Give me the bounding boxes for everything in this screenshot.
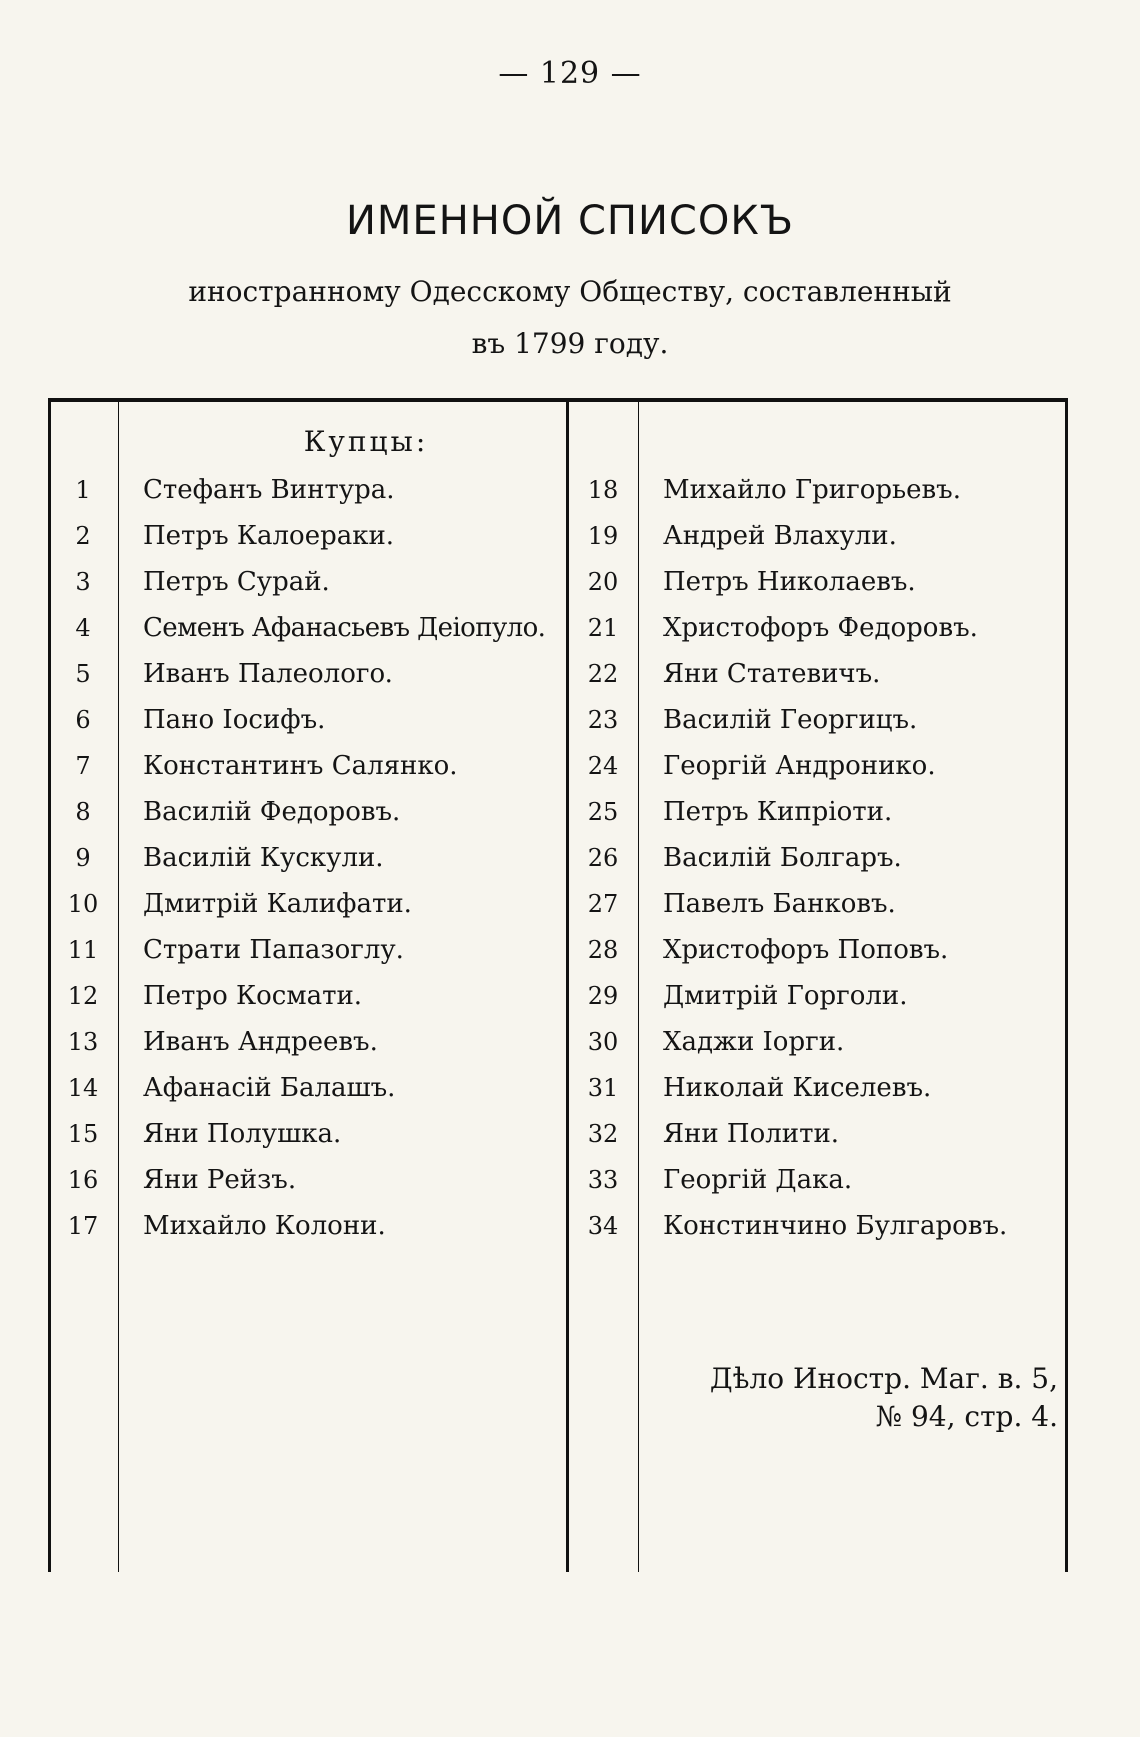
entry-number: 3: [75, 568, 91, 596]
entry-number: 5: [75, 660, 91, 688]
entry-name: Андрей Влахули.: [663, 521, 897, 551]
entry-number: 32: [587, 1120, 619, 1148]
entry-name: Яни Рейзъ.: [143, 1165, 297, 1195]
entry-number: 30: [587, 1028, 619, 1056]
entry-name: Иванъ Палеологo.: [143, 659, 393, 689]
entry-name: Яни Полушка.: [143, 1119, 342, 1149]
entry-number: 25: [587, 798, 619, 826]
entry-number: 20: [587, 568, 619, 596]
entry-number: 18: [587, 476, 619, 504]
entry-name: Яни Статевичъ.: [663, 659, 881, 689]
source-reference: [710, 1360, 1058, 1436]
entry-name: Петръ Сурай.: [143, 567, 330, 597]
entry-number: 34: [587, 1212, 619, 1240]
entry-name: Василiй Болгаръ.: [663, 843, 902, 873]
entry-name: Хаджи Iорги.: [663, 1027, 845, 1057]
entry-name: Василiй Федоровъ.: [143, 797, 401, 827]
entry-number: 33: [587, 1166, 619, 1194]
entry-name: Петръ Калоераки.: [143, 521, 395, 551]
entry-number: 9: [75, 844, 91, 872]
table-border-right: [1065, 402, 1068, 1572]
entry-name: Страти Папазоглу.: [143, 935, 404, 965]
entry-name: Семенъ Афанасьевъ Деiопуло.: [143, 613, 546, 643]
entry-number: 14: [67, 1074, 99, 1102]
document-subtitle: иностранному Одесскому Обществу, составленный: [188, 275, 952, 308]
entry-number: 26: [587, 844, 619, 872]
entry-name: Павелъ Банковъ.: [663, 889, 896, 919]
entry-name: Констинчино Булгаровъ.: [663, 1211, 1008, 1241]
entry-number: 21: [587, 614, 619, 642]
entry-number: 28: [587, 936, 619, 964]
entry-name: Христофоръ Поповъ.: [663, 935, 949, 965]
entry-number: 1: [75, 476, 91, 504]
entry-name: Иванъ Андреевъ.: [143, 1027, 378, 1057]
entry-number: 16: [67, 1166, 99, 1194]
entry-number: 4: [75, 614, 91, 642]
entry-number: 8: [75, 798, 91, 826]
entry-name: Михайло Колони.: [143, 1211, 386, 1241]
entry-name: Петръ Николаевъ.: [663, 567, 916, 597]
table-column-divider: [638, 402, 639, 1572]
entry-name: Дмитрiй Горголи.: [663, 981, 908, 1011]
entry-name: Николай Киселевъ.: [663, 1073, 932, 1103]
entry-number: 19: [587, 522, 619, 550]
entry-number: 29: [587, 982, 619, 1010]
entry-number: 31: [587, 1074, 619, 1102]
document-title: ИМЕННОЙ СПИСОКЪ: [345, 198, 795, 244]
entry-name: Василiй Кускули.: [143, 843, 384, 873]
entry-name: Василiй Георгицъ.: [663, 705, 918, 735]
source-line: Дѣло Иностр. Маг. в. 5,: [709, 1362, 1058, 1395]
entry-name: Афанасiй Балашъ.: [143, 1073, 396, 1103]
entry-name: Георгiй Андронико.: [663, 751, 936, 781]
entry-number: 24: [587, 752, 619, 780]
entry-name: Михайло Григорьевъ.: [663, 475, 961, 505]
entry-name: Петръ Кипрiоти.: [663, 797, 893, 827]
table-column-divider: [118, 402, 119, 1572]
entry-number: 13: [67, 1028, 99, 1056]
source-line: № 94, стр. 4.: [875, 1400, 1058, 1433]
entry-number: 7: [75, 752, 91, 780]
entry-number: 6: [75, 706, 91, 734]
entry-number: 11: [67, 936, 99, 964]
entry-number: 15: [67, 1120, 99, 1148]
entry-name: Дмитрiй Калифати.: [143, 889, 412, 919]
entry-name: Яни Полити.: [663, 1119, 840, 1149]
entry-number: 22: [587, 660, 619, 688]
entry-number: 12: [67, 982, 99, 1010]
entry-number: 27: [587, 890, 619, 918]
entry-name: Петро Космати.: [143, 981, 363, 1011]
entry-name: Георгiй Дака.: [663, 1165, 853, 1195]
entry-name: Пано Iосифъ.: [143, 705, 326, 735]
document-subtitle-year: въ 1799 году.: [471, 327, 669, 360]
entry-number: 10: [67, 890, 99, 918]
entry-number: 2: [75, 522, 91, 550]
entry-number: 23: [587, 706, 619, 734]
section-heading: Купцы:: [303, 425, 429, 458]
page-number: — 129 —: [498, 56, 642, 91]
entry-number: 17: [67, 1212, 99, 1240]
entry-name: Стефанъ Винтура.: [143, 475, 395, 505]
entry-name: Христофоръ Федоровъ.: [663, 613, 978, 643]
entry-name: Константинъ Салянко.: [143, 751, 458, 781]
